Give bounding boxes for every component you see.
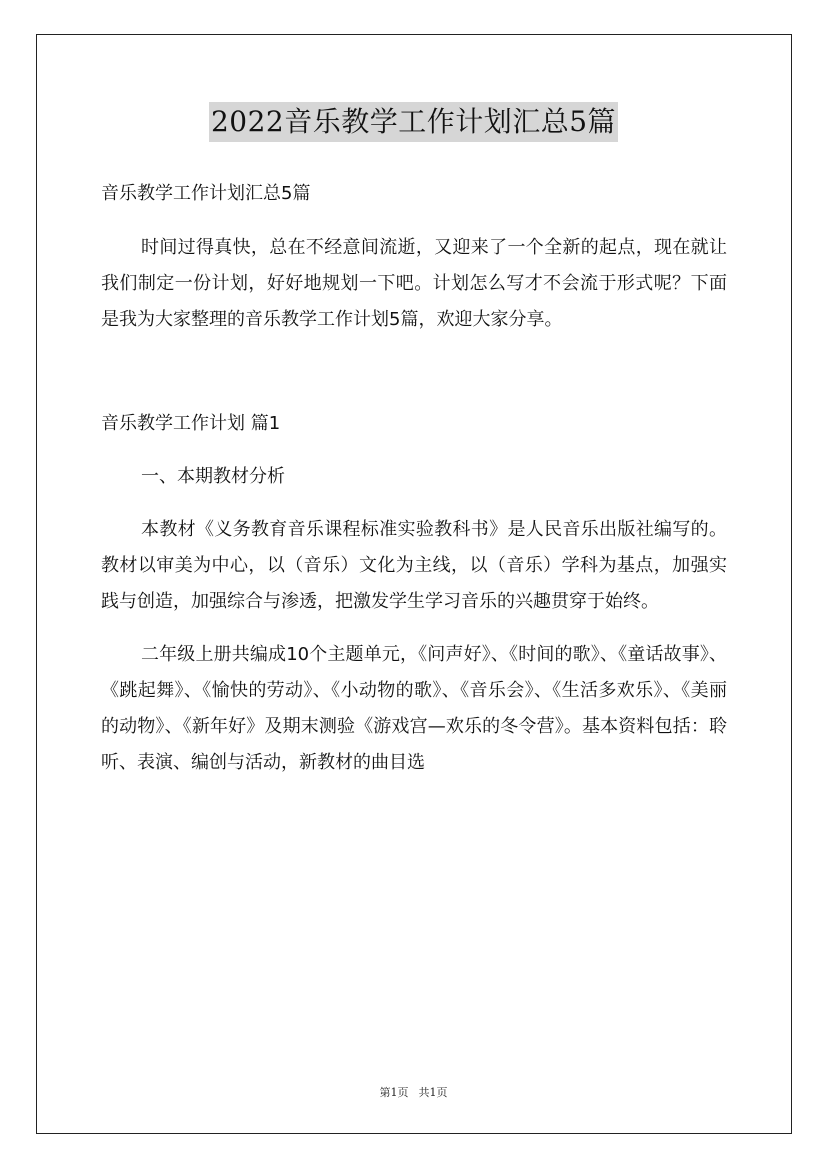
page-number: 第1页 (379, 1086, 409, 1099)
section-heading: 音乐教学工作计划 篇1 (101, 413, 281, 434)
title-container (0, 102, 827, 142)
body-paragraph-2: 二年级上册共编成10个主题单元，《问声好》、《时间的歌》、《童话故事》、《跳起舞》、《愉快的劳动》、《小动物的歌》、《音乐会》、《生活多欢乐》、《美丽的动物》、《新年好》及期末测验《游戏宫—欢乐的冬令营》。基本资料包括：聆听、表演、编创与活动，新教材的曲目选 (101, 644, 727, 773)
page-footer (0, 1084, 827, 1100)
body-paragraph-1: 本教材《义务教育音乐课程标准实验教科书》是人民音乐出版社编写的。教材以审美为中心，以（音乐）文化为主线，以（音乐）学科为基点，加强实践与创造，加强综合与渗透，把激发学生学习音乐的兴趣贯穿于始终。 (101, 519, 727, 612)
page-total: 共1页 (418, 1086, 448, 1099)
document-subtitle: 音乐教学工作计划汇总5篇 (101, 183, 311, 204)
intro-paragraph: 时间过得真快，总在不经意间流逝，又迎来了一个全新的起点，现在就让我们制定一份计划，好好地规划一下吧。计划怎么写才不会流于形式呢？下面是我为大家整理的音乐教学工作计划5篇，欢迎大家分享。 (101, 237, 727, 330)
subsection-heading: 一、本期教材分析 (141, 466, 285, 487)
document-title: 2022音乐教学工作计划汇总5篇 (209, 102, 618, 142)
document-body (101, 176, 727, 781)
